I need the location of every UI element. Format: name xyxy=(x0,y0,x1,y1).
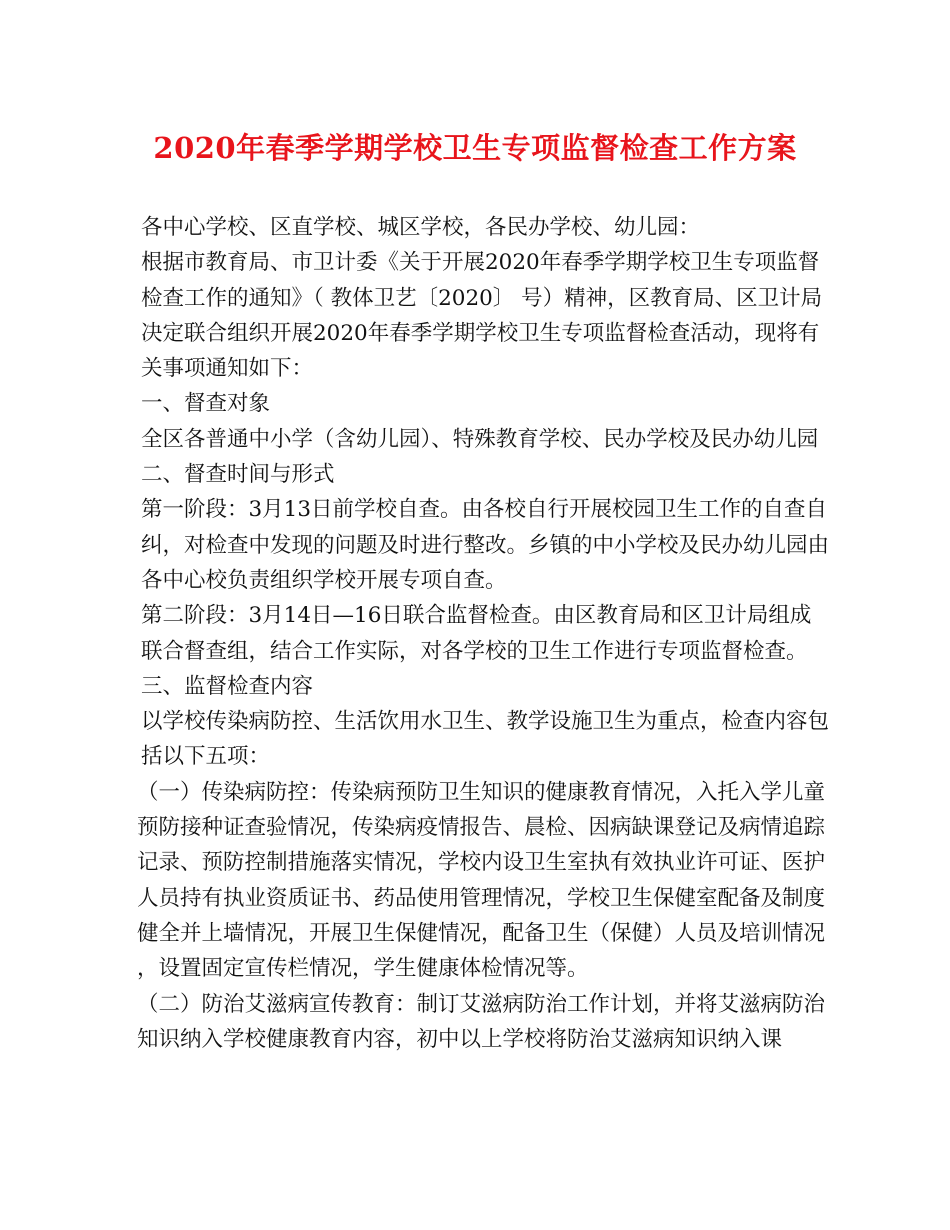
section-heading-2: 二、督查时间与形式 xyxy=(141,462,335,488)
section-heading-1: 一、督查对象 xyxy=(141,391,271,417)
section-3-intro: 以学校传染病防控、生活饮用水卫生、教学设施卫生为重点，检查内容包括以下五项： xyxy=(141,709,830,770)
section-1-text: 全区各普通中小学（含幼儿园）、特殊教育学校、民办学校及民办幼儿园 xyxy=(141,426,819,452)
stage-2-text: 第二阶段：3月14日—16日联合监督检查。由区教育局和区卫计局组成联合督查组，结合工作实际，对各学校的卫生工作进行专项监督检查。 xyxy=(141,603,812,664)
document-body xyxy=(137,210,830,1057)
document-title: 2020年春季学期学校卫生专项监督检查工作方案 xyxy=(153,131,797,165)
item-2-text: （二）防治艾滋病宣传教育：制订艾滋病防治工作计划，并将艾滋病防治知识纳入学校健康教育内容，初中以上学校将防治艾滋病知识纳入课 xyxy=(137,991,826,1052)
salutation: 各中心学校、区直学校、城区学校，各民办学校、幼儿园： xyxy=(141,215,701,240)
section-heading-3: 三、监督检查内容 xyxy=(141,673,314,699)
item-1-text: （一）传染病防控：传染病预防卫生知识的健康教育情况，入托入学儿童预防接种证查验情况，传染病疫情报告、晨检、因病缺课登记及病情追踪记录、预防控制措施落实情况，学校内设卫生室执有效执业许可证、医护人员持有执业资质证书、药品使用管理情况，学校卫生保健室配备及制度健全并上墙情况，开展卫生保健情况，配备卫生（保健）人员及培训情况，设置固定宣传栏情况，学生健康体检情况等。 xyxy=(137,779,826,982)
intro-paragraph: 根据市教育局、市卫计委《关于开展2020年春季学期学校卫生专项监督检查工作的通知》（ 教体卫艺〔2020〕 号）精神，区教育局、区卫计局决定联合组织开展2020年春季学期学校卫生专项监督检查活动，现将有关事项通知如下： xyxy=(141,250,823,382)
stage-1-text: 第一阶段：3月13日前学校自查。由各校自行开展校园卫生工作的自查自纠，对检查中发现的问题及时进行整改。乡镇的中小学校及民办幼儿园由各中心校负责组织学校开展专项自查。 xyxy=(141,497,830,593)
